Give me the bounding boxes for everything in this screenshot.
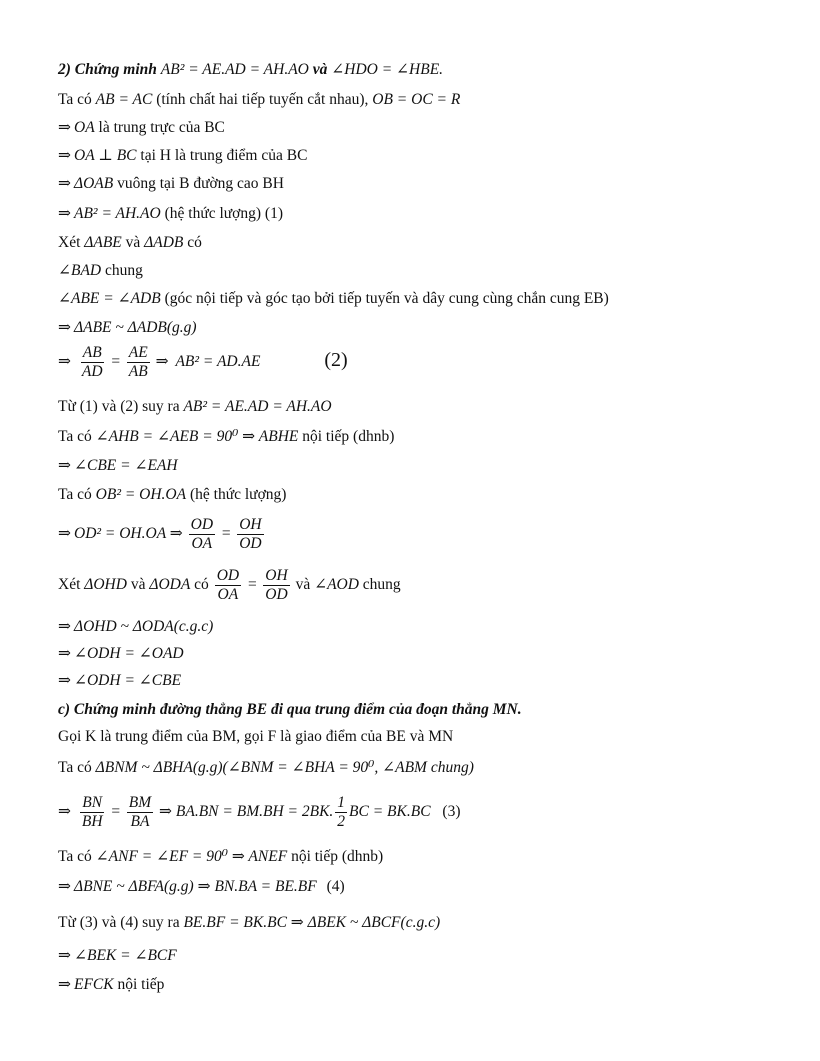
text-segment: Xét	[58, 234, 81, 251]
math-expression: AB² = AD.AE	[175, 353, 261, 371]
fraction-numerator: OD	[190, 516, 214, 533]
text-segment: (hệ thức lượng) (1)	[164, 205, 283, 222]
math-expression: ΔABE	[84, 234, 122, 251]
fraction-denominator: BA	[130, 813, 150, 830]
math-expression-2: ∠HDO = ∠HBE.	[331, 61, 444, 78]
equation-tag: (3)	[442, 803, 461, 821]
math-expression: OD² = OH.OA ⇒	[74, 525, 183, 543]
equation-tag: (2)	[324, 349, 348, 372]
implies-arrow: ⇒	[58, 976, 71, 993]
implies-arrow: ⇒	[58, 353, 71, 371]
heading-label: 2) Chứng minh	[58, 61, 157, 78]
math-expression: AB² = AE.AD = AH.AO	[160, 61, 309, 78]
fraction-2	[237, 516, 263, 553]
implies-arrow: ⇒	[58, 947, 71, 964]
proof-line-18	[58, 644, 184, 664]
proof-line-1	[58, 90, 460, 110]
implies-arrow: ⇒	[58, 457, 71, 474]
math-expression: AB² = AE.AD = AH.AO	[183, 398, 332, 415]
math-expression: AB² = AH.AO	[74, 205, 161, 222]
implies-arrow: ⇒	[58, 672, 71, 689]
text-segment-2: nội tiếp (dhnb)	[291, 848, 384, 865]
heading-connector: và	[312, 61, 328, 78]
fraction-numerator: OH	[239, 516, 262, 533]
proof-line-12	[58, 427, 394, 447]
fraction-2	[127, 794, 153, 831]
fraction-denominator: OD	[239, 535, 262, 552]
text-segment: nội tiếp	[117, 976, 165, 993]
text-segment: chung	[105, 262, 143, 279]
fraction-denominator: AD	[81, 363, 103, 380]
equals-sign: =	[110, 353, 121, 371]
implies-arrow: ⇒	[58, 525, 71, 543]
implies-arrow-2: ⇒	[155, 353, 169, 371]
heading-part-2	[58, 60, 443, 80]
implies-arrow: ⇒	[58, 645, 71, 662]
text-segment: Gọi K là trung điểm của BM, gọi F là giao điểm của BE và MN	[58, 728, 454, 745]
fraction-2	[263, 567, 289, 604]
proof-line-8	[58, 289, 609, 309]
text-segment-2: (tính chất hai tiếp tuyến cắt nhau),	[156, 91, 369, 108]
fraction-3	[335, 794, 347, 831]
math-expression: ∠BEK = ∠BCF	[74, 947, 177, 964]
proof-line-24	[58, 847, 383, 867]
text-segment: vuông tại B đường cao BH	[117, 175, 284, 192]
implies-arrow: ⇒	[58, 205, 71, 222]
fraction-denominator: BH	[81, 813, 103, 830]
proof-line-11	[58, 397, 332, 417]
text-segment-3: có	[194, 576, 209, 594]
fraction-numerator: OD	[216, 567, 240, 584]
heading-part-c	[58, 700, 522, 720]
proof-line-5	[58, 204, 283, 224]
proof-line-13	[58, 456, 178, 476]
text-segment: tại H là trung điểm của BC	[140, 147, 308, 164]
fraction-denominator: OA	[191, 535, 213, 552]
text-segment: Ta có	[58, 486, 92, 503]
text-segment: Xét	[58, 576, 81, 594]
text-segment: Ta có	[58, 848, 92, 865]
proof-line-3	[58, 146, 307, 166]
proof-line-23	[58, 794, 461, 831]
equals-sign: =	[220, 525, 232, 543]
fraction-denominator: OD	[265, 586, 288, 603]
proof-line-16	[58, 567, 401, 604]
fraction	[189, 516, 215, 553]
text-segment: (góc nội tiếp và góc tạo bởi tiếp tuyến và dây cung cùng chắn cung EB)	[164, 290, 609, 307]
text-segment: Ta có	[58, 428, 92, 445]
math-expression: ΔOAB	[74, 175, 114, 192]
proof-line-14	[58, 485, 286, 505]
fraction-2	[127, 344, 150, 381]
math-expression: OA ⊥ BC	[74, 147, 137, 164]
implies-arrow: ⇒	[58, 147, 71, 164]
math-expression: ΔOHD ~ ΔODA(c.g.c)	[74, 618, 214, 635]
text-segment: Ta có	[58, 91, 92, 108]
implies-arrow: ⇒	[58, 319, 71, 336]
text-segment-2: nội tiếp (dhnb)	[302, 428, 395, 445]
fraction	[215, 567, 241, 604]
text-segment-2: và	[130, 576, 146, 594]
math-expression: ΔBNM ~ ΔBHA(g.g)(∠BNM = ∠BHA = 90⁰, ∠ABM chung)	[95, 759, 474, 776]
text-segment-5: chung	[362, 576, 401, 594]
proof-line-28	[58, 975, 164, 995]
math-expression: ∠BAD	[58, 262, 102, 279]
fraction-denominator: OA	[217, 586, 239, 603]
math-expression: ∠CBE = ∠EAH	[74, 457, 178, 474]
math-expression: AB = AC	[95, 91, 153, 108]
math-expression: EFCK	[74, 976, 114, 993]
proof-line-4	[58, 174, 284, 194]
proof-line-21	[58, 727, 453, 747]
fraction-numerator: BM	[128, 794, 152, 811]
equals-sign: =	[110, 803, 121, 821]
math-expression: ∠ABE = ∠ADB	[58, 290, 161, 307]
proof-line-9	[58, 318, 197, 338]
proof-line-19	[58, 671, 181, 691]
math-expression: BE.BF = BK.BC ⇒ ΔBEK ~ ΔBCF(c.g.c)	[183, 914, 441, 931]
math-expression: ∠ANF = ∠EF = 90⁰ ⇒ ANEF	[95, 848, 288, 865]
math-expression: ΔOHD	[84, 576, 127, 594]
proof-line-17	[58, 617, 213, 637]
text-segment-2: và	[125, 234, 141, 251]
fraction-numerator: AE	[128, 344, 148, 361]
equals-sign: =	[246, 576, 258, 594]
math-expression-2: BC = BK.BC	[349, 803, 431, 821]
text-segment: là trung trực của BC	[98, 119, 225, 136]
text-segment-3: có	[187, 234, 202, 251]
fraction-numerator: BN	[82, 794, 103, 811]
fraction	[80, 344, 105, 381]
proof-line-10	[58, 344, 348, 381]
proof-line-2	[58, 118, 225, 138]
math-expression: ΔABE ~ ΔADB(g.g)	[74, 319, 197, 336]
proof-line-6	[58, 233, 202, 253]
math-expression: ΔBNE ~ ΔBFA(g.g) ⇒ BN.BA = BE.BF	[74, 878, 317, 895]
text-segment-2: (hệ thức lượng)	[189, 486, 287, 503]
fraction-numerator: OH	[265, 567, 288, 584]
math-expression: OB² = OH.OA	[95, 486, 187, 503]
fraction-denominator: AB	[128, 363, 148, 380]
text-segment-4: và	[295, 576, 311, 594]
equation-tag: (4)	[326, 878, 345, 895]
proof-line-7	[58, 261, 143, 281]
math-expression: ⇒ BA.BN = BM.BH = 2BK.	[159, 803, 334, 821]
fraction-numerator: 1	[337, 794, 346, 811]
proof-line-26	[58, 913, 440, 933]
implies-arrow: ⇒	[58, 175, 71, 192]
fraction	[80, 794, 105, 831]
implies-arrow: ⇒	[58, 618, 71, 635]
proof-line-22	[58, 758, 474, 778]
implies-arrow: ⇒	[58, 803, 71, 821]
fraction-numerator: AB	[82, 344, 102, 361]
proof-line-25	[58, 877, 345, 897]
text-segment: Ta có	[58, 759, 92, 776]
math-expression: ∠ODH = ∠CBE	[74, 672, 182, 689]
math-expression: ∠AHB = ∠AEB = 90⁰ ⇒ ABHE	[95, 428, 299, 445]
text-segment: Từ (3) và (4) suy ra	[58, 914, 180, 931]
heading-label: c) Chứng minh đường thẳng BE đi qua trung điểm của đoạn thẳng MN.	[58, 701, 522, 718]
text-segment: Từ (1) và (2) suy ra	[58, 398, 180, 415]
math-expression-3: ∠AOD	[314, 576, 359, 594]
proof-line-27	[58, 946, 177, 966]
implies-arrow: ⇒	[58, 878, 71, 895]
math-expression-2: ΔODA	[149, 576, 191, 594]
proof-line-15	[58, 516, 266, 553]
math-expression-2: OB = OC = R	[372, 91, 461, 108]
math-expression: ∠ODH = ∠OAD	[74, 645, 184, 662]
math-expression-2: ΔADB	[144, 234, 184, 251]
fraction-denominator: 2	[337, 813, 346, 830]
math-expression: OA	[74, 119, 95, 136]
implies-arrow: ⇒	[58, 119, 71, 136]
